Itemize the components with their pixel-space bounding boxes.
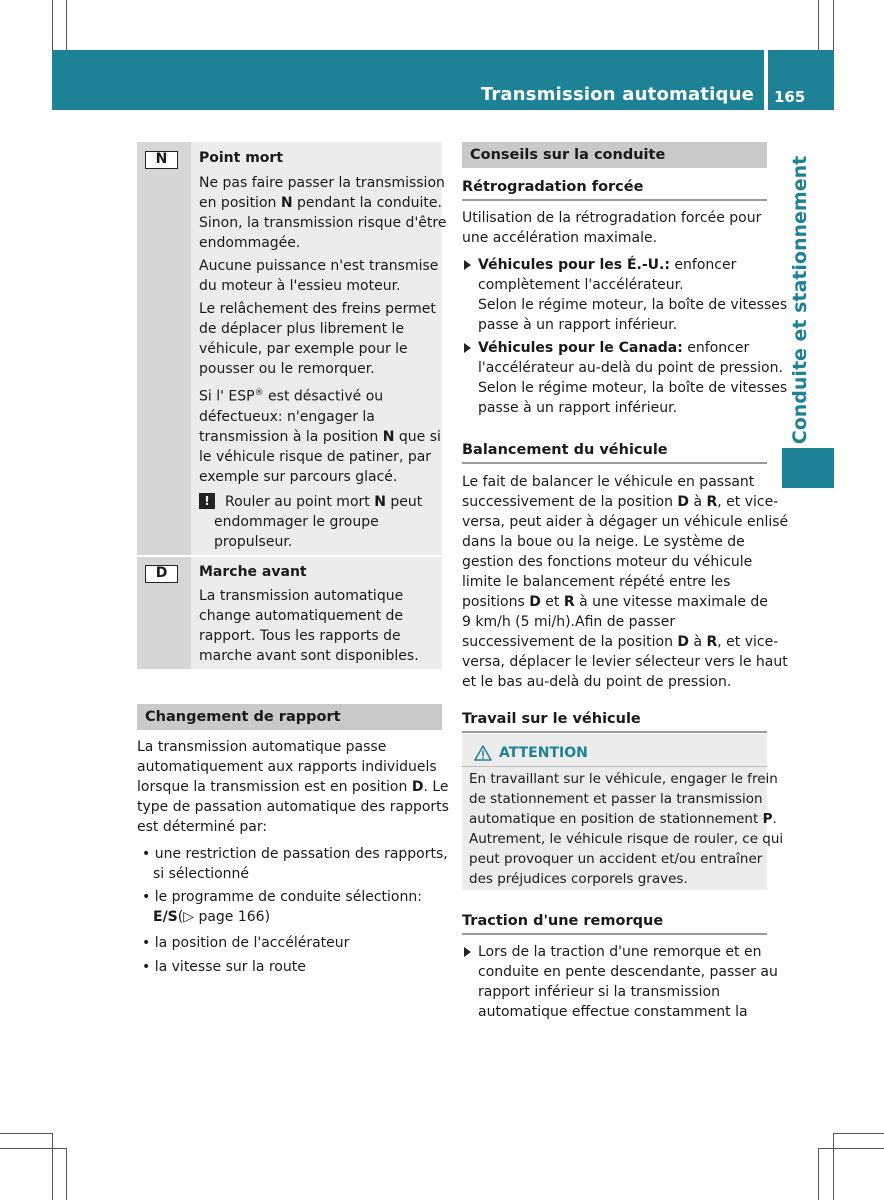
gear-table-row-separator: [137, 555, 442, 557]
header-separator: [764, 50, 768, 110]
rocking-heading: Balancement du véhicule: [462, 442, 668, 458]
list-item: • le programme de conduite sélectionn: E/S(▷ page 166): [142, 889, 422, 925]
crop-mark: [66, 1148, 67, 1200]
neutral-paragraph-1: Ne pas faire passer la transmission en position N pendant la conduite. Sinon, la transmission risque d'être endommagée.: [199, 175, 447, 251]
crop-mark: [0, 1148, 66, 1149]
kickdown-heading: Rétrogradation forcée: [462, 179, 644, 195]
rocking-paragraph: Le fait de balancer le véhicule en passant successivement de la position D à R, et vice- versa, peut aider à dégager un véhicule enlisé dans la boue ou la neige. Le système de gestion des fonctions moteur du véhicule limite le balancement répété entre les positions D et R à une vitesse maximale de 9 km/h (5 mi/h).Afin de passer successivement de la position D à R, et vice- versa, déplacer le levier sélecteur vers le haut et le bas au-delà du point de pression.: [462, 474, 789, 690]
step-arrow-icon: [464, 343, 471, 353]
gear-change-intro: La transmission automatique passe automatiquement aux rapports individuels lorsque la transmission est en position D. Le type de passation automatique des rapports est déterminé par:: [137, 739, 449, 835]
neutral-warning-line-1: Rouler au point mort N peut: [225, 494, 423, 510]
drive-paragraph: La transmission automatique change automatiquement de rapport. Tous les rapports de marche avant sont disponibles.: [199, 588, 419, 664]
list-item: • la vitesse sur la route: [142, 959, 306, 975]
list-item: • la position de l'accélérateur: [142, 935, 350, 951]
crop-mark: [818, 1148, 819, 1200]
crop-mark: [66, 0, 67, 50]
driving-tips-heading: Conseils sur la conduite: [462, 142, 767, 168]
crop-mark: [0, 1133, 52, 1134]
crop-mark: [818, 1148, 884, 1149]
neutral-paragraph-3: Le relâchement des freins permet de déplacer plus librement le véhicule, par exemple pour le pousser ou le remorquer.: [199, 301, 436, 377]
kickdown-item-us: Véhicules pour les É.-U.: enfoncer complètement l'accélérateur. Selon le régime moteur, la boîte de vitesses passe à un rapport inférieur.: [478, 257, 788, 333]
crop-mark: [833, 1133, 834, 1200]
gear-key-neutral: N: [145, 151, 178, 169]
towing-paragraph: Lors de la traction d'une remorque et en conduite en pente descendante, passer au rapport inférieur si la transmission automatique effectue constamment la: [478, 944, 778, 1020]
crop-mark: [52, 0, 53, 50]
neutral-title: Point mort: [199, 150, 284, 166]
crop-mark: [52, 1133, 53, 1200]
step-arrow-icon: [464, 947, 471, 957]
warning-exclamation-icon: !: [199, 493, 215, 509]
crop-mark: [833, 1133, 884, 1134]
side-tab-label: Conduite et stationnement: [789, 155, 811, 445]
kickdown-intro: Utilisation de la rétrogradation forcée pour une accélération maximale.: [462, 210, 762, 246]
page-header: [52, 50, 834, 110]
kickdown-item-canada: Véhicules pour le Canada: enfoncer l'accélérateur au-delà du point de pression. Selon le régime moteur, la boîte de vitesses passe à un rapport inférieur.: [478, 340, 788, 416]
crop-mark: [818, 0, 819, 50]
drive-title: Marche avant: [199, 564, 307, 580]
crop-mark: [833, 0, 834, 50]
neutral-esp-paragraph: Si l' ESP® est désactivé ou défectueux: n'engager la transmission à la position N que si le véhicule risque de patiner, par exemple sur parcours glacé.: [199, 388, 441, 485]
attention-title: ATTENTION: [499, 745, 588, 761]
attention-text: En travaillant sur le véhicule, engager le frein de stationnement et passer la transmission automatique en position de stationnement P. Autrement, le véhicule risque de rouler, ce qui peut provoquer un accident et/ou entraîner des préjudices corporels graves.: [469, 771, 784, 887]
gear-change-heading: Changement de rapport: [137, 704, 442, 730]
gear-key-drive: D: [145, 565, 178, 583]
neutral-paragraph-2: Aucune puissance n'est transmise du moteur à l'essieu moteur.: [199, 258, 439, 294]
towing-heading: Traction d'une remorque: [462, 913, 664, 929]
divider: [462, 933, 767, 935]
divider: [462, 199, 767, 201]
divider: [462, 731, 767, 733]
step-arrow-icon: [464, 260, 471, 270]
warning-triangle-icon: [474, 745, 492, 761]
header-title: Transmission automatique: [480, 84, 754, 105]
side-tab-marker: [782, 448, 834, 488]
neutral-warning-rest: endommager le groupe propulseur.: [214, 514, 379, 550]
working-heading: Travail sur le véhicule: [462, 711, 641, 727]
page-number: 165: [774, 88, 806, 106]
list-item: • une restriction de passation des rapports, si sélectionné: [142, 846, 448, 882]
divider: [462, 766, 767, 767]
divider: [462, 462, 767, 464]
